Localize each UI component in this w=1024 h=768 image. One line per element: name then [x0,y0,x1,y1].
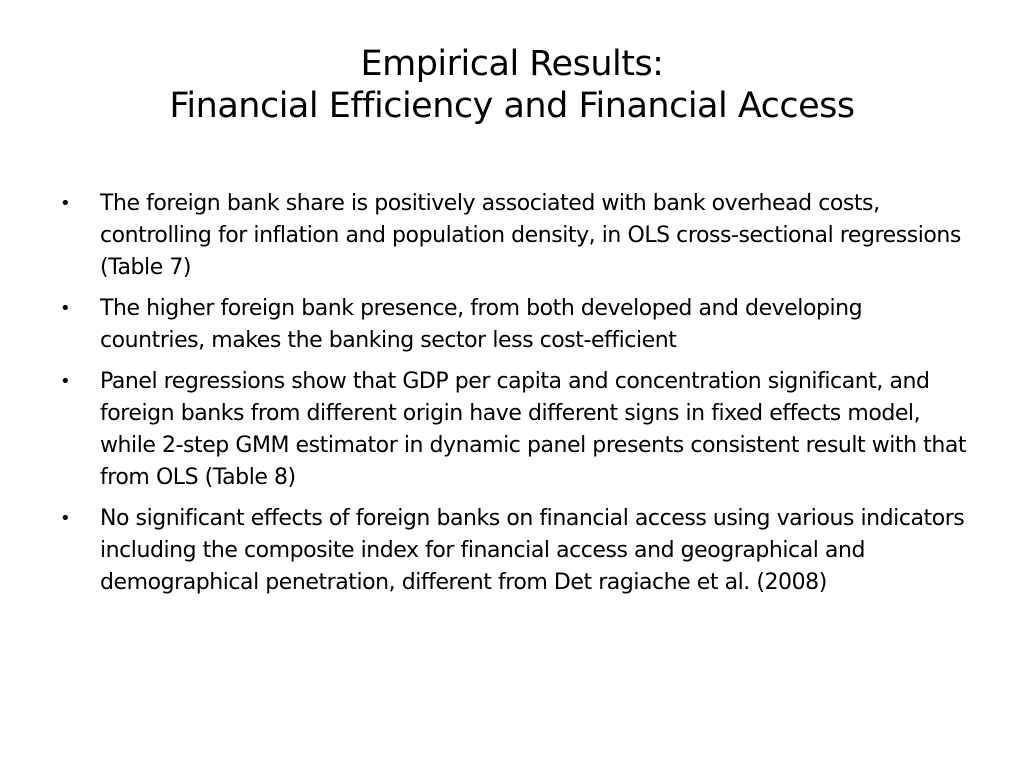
bullet-dot-icon: • [60,371,71,392]
bullet-dot-icon: • [60,193,71,214]
bullet-dot-icon: • [60,298,71,319]
title-line-1: Empirical Results: [360,44,664,84]
bullet-text-4: No significant effects of foreign banks on financial access using various indicators including the composite index for financial access and geographical and demographical penetration, different from Det ragiache et al. (2008) [100,506,965,595]
bullet-text-2: The higher foreign bank presence, from both developed and developing countries, makes the banking sector less cost-efficient [100,296,863,353]
bullet-dot-icon: • [60,508,71,529]
bullet-list [57,188,969,608]
slide-title [60,44,964,127]
bullet-text-3: Panel regressions show that GDP per capita and concentration significant, and foreign banks from different origin have different signs in fixed effects model, while 2-step GMM estimator in dynamic panel presents consistent result with that from OLS (Table 8) [100,369,967,490]
bullet-item-3 [57,366,969,494]
bullet-item-2 [57,293,969,357]
title-line-2: Financial Efficiency and Financial Access [169,85,855,126]
bullet-item-4 [57,503,969,599]
bullet-item-1 [57,188,969,284]
bullet-text-1: The foreign bank share is positively associated with bank overhead costs, controlling for inflation and population density, in OLS cross-sectional regressions (Table 7) [100,191,961,280]
